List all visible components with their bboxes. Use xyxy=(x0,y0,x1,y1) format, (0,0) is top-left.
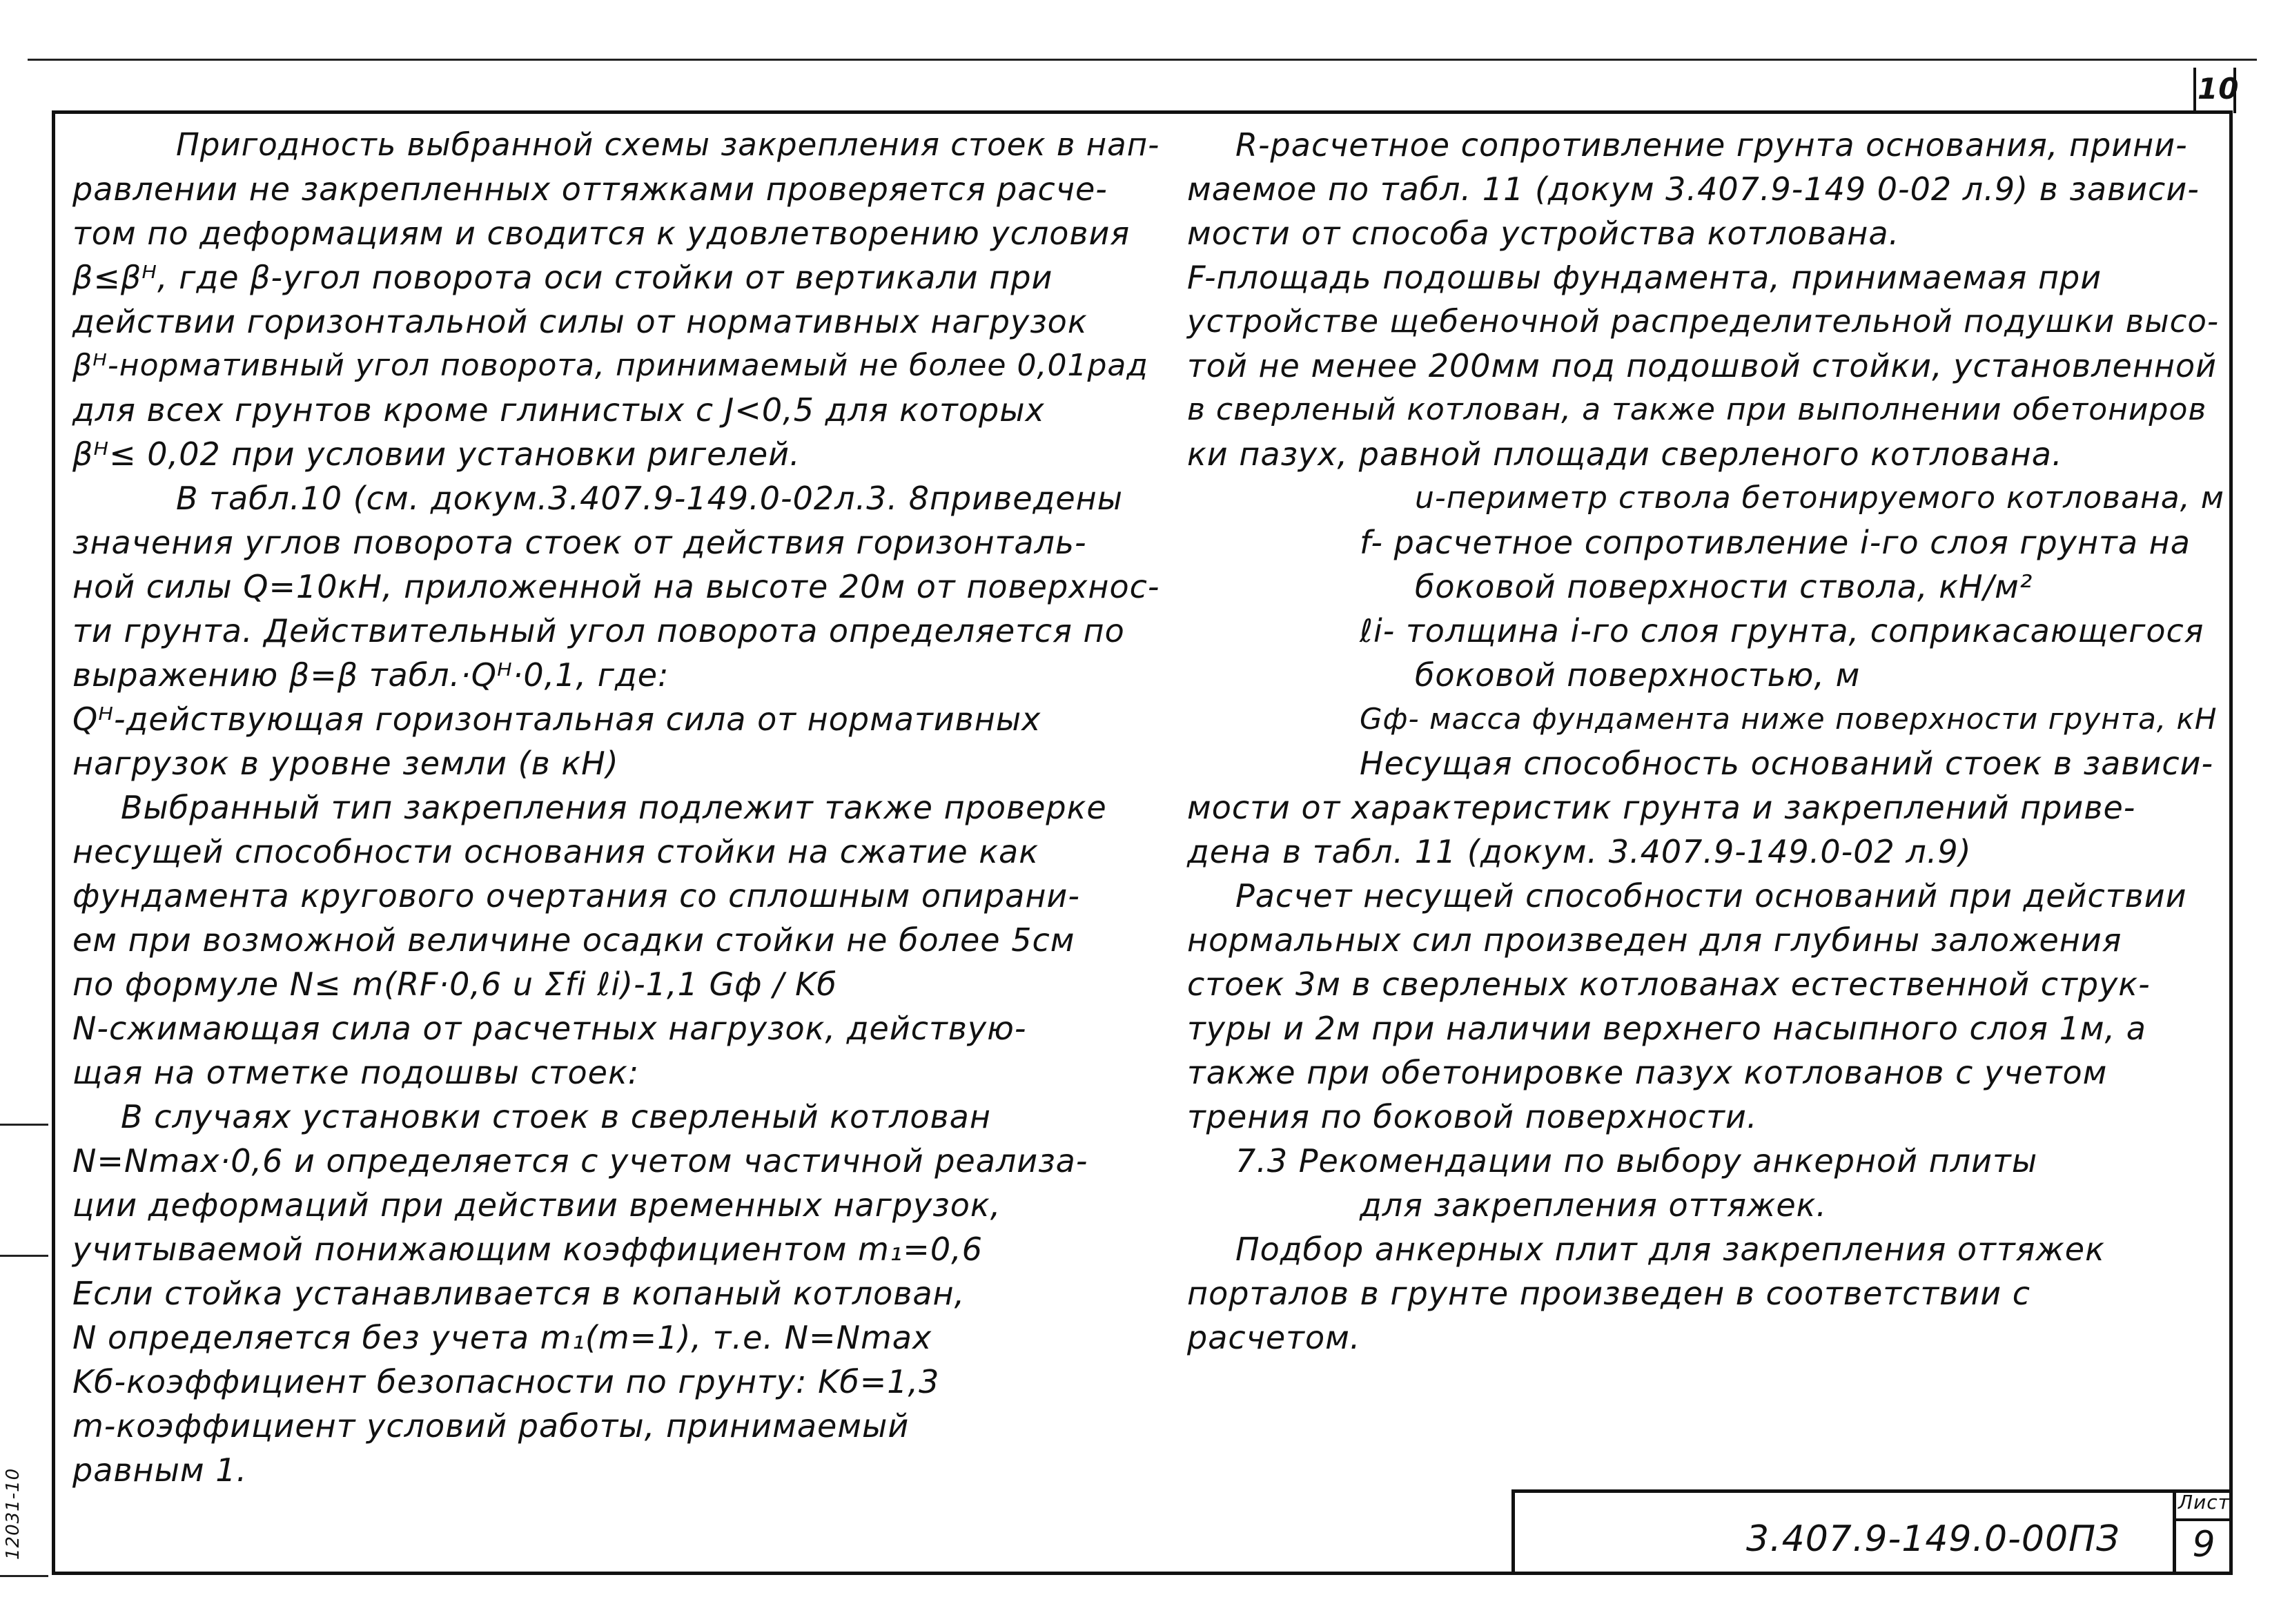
text-line: β≤βᴴ, где β-угол поворота оси стойки от вертикали при xyxy=(72,259,1053,296)
text-line: βᴴ-нормативный угол поворота, принимаемый не более 0,01рад xyxy=(72,348,1148,383)
archive-number: 12031-10 xyxy=(3,1467,23,1560)
text-line: боковой поверхностью, м xyxy=(1415,656,1861,694)
text-line: Пригодность выбранной схемы закрепления стоек в нап- xyxy=(176,126,1160,163)
text-line: той не менее 200мм под подошвой стойки, установленной xyxy=(1187,347,2218,384)
text-line: m-коэффициент условий работы, принимаемый xyxy=(72,1407,910,1445)
text-line: ти грунта. Действительный угол поворота определяется по xyxy=(72,612,1125,649)
margin-tick-mark xyxy=(0,1575,48,1577)
left-text-column xyxy=(72,123,1163,1492)
text-line: Gф- масса фундамента ниже поверхности грунта, кН xyxy=(1360,702,2218,736)
text-line: равным 1. xyxy=(72,1451,248,1489)
text-line: том по деформациям и сводится к удовлетворению условия xyxy=(72,215,1131,252)
text-line: Kб-коэффициент безопасности по грунту: Kб=1,3 xyxy=(72,1363,940,1400)
text-line: трения по боковой поверхности. xyxy=(1187,1098,1758,1135)
section-heading: для закрепления оттяжек. xyxy=(1360,1186,1828,1224)
text-line: ки пазух, равной площади сверленого котлована. xyxy=(1187,436,2063,473)
text-line: βᴴ≤ 0,02 при условии установки ригелей. xyxy=(72,436,801,473)
text-line: расчетом. xyxy=(1187,1319,1361,1356)
text-line: Если стойка устанавливается в копаный котлован, xyxy=(72,1275,966,1312)
text-line: в сверленый котлован, а также при выполнении обетониров xyxy=(1187,392,2207,427)
text-line: выражению β=β табл.·Qᴴ·0,1, где: xyxy=(72,656,669,694)
text-line: порталов в грунте произведен в соответствии с xyxy=(1187,1275,2030,1312)
text-line: F-площадь подошвы фундамента, принимаемая при xyxy=(1187,259,2102,296)
text-line: значения углов поворота стоек от действия горизонталь- xyxy=(72,524,1087,561)
text-line: также при обетонировке пазух котлованов с учетом xyxy=(1187,1054,2108,1091)
text-line: Подбор анкерных плит для закрепления оттяжек xyxy=(1235,1231,2105,1268)
text-line: устройстве щебеночной распределительной подушки высо- xyxy=(1187,303,2220,340)
top-rule-line xyxy=(28,59,2257,61)
text-line: В табл.10 (см. докум.3.407.9-149.0-02л.3. 8приведены xyxy=(176,480,1124,517)
text-line: ной силы Q=10кН, приложенной на высоте 20м от поверхнос- xyxy=(72,568,1160,605)
right-text-column xyxy=(1187,123,2228,1360)
text-line: туры и 2м при наличии верхнего насыпного слоя 1м, а xyxy=(1187,1010,2146,1047)
text-line: Несущая способность оснований стоек в зависи- xyxy=(1360,745,2214,782)
text-line: ем при возможной величине осадки стойки не более 5см xyxy=(72,921,1075,959)
text-line: мости от характеристик грунта и закреплений приве- xyxy=(1187,789,2136,826)
text-line: В случаях установки стоек в сверленый котлован xyxy=(121,1098,991,1135)
text-line: равлении не закрепленных оттяжками проверяется расче- xyxy=(72,170,1108,208)
text-line: дена в табл. 11 (докум. 3.407.9-149.0-02 л.9) xyxy=(1187,833,1972,870)
page-number: 10 xyxy=(2198,72,2240,106)
text-line: f- расчетное сопротивление i-го слоя грунта на xyxy=(1360,524,2191,561)
text-line: Qᴴ-действующая горизонтальная сила от нормативных xyxy=(72,701,1041,738)
sheet-cell-divider xyxy=(2173,1518,2233,1521)
text-line: боковой поверхности ствола, кН/м² xyxy=(1415,568,2033,605)
text-line: щая на отметке подошвы стоек: xyxy=(72,1054,640,1091)
text-line: стоек 3м в сверленых котлованах естественной струк- xyxy=(1187,966,2151,1003)
text-line: ℓi- толщина i-го слоя грунта, соприкасающегося xyxy=(1360,612,2204,649)
sheet-number: 9 xyxy=(2192,1524,2216,1565)
text-line: мости от способа устройства котлована. xyxy=(1187,215,1900,252)
text-line: маемое по табл. 11 (докум 3.407.9-149 0-02 л.9) в зависи- xyxy=(1187,170,2200,208)
text-line: для всех грунтов кроме глинистых с J<0,5 для которых xyxy=(72,391,1045,429)
text-line: u-периметр ствола бетонируемого котлована, м xyxy=(1415,480,2224,516)
formula-line: по формуле N≤ m(RF·0,6 u Σfi ℓi)-1,1 Gф / Kб xyxy=(72,966,837,1003)
section-heading: 7.3 Рекомендации по выбору анкерной плиты xyxy=(1235,1142,2038,1180)
text-line: R-расчетное сопротивление грунта основания, прини- xyxy=(1235,126,2188,164)
text-line: действии горизонтальной силы от нормативных нагрузок xyxy=(72,303,1088,340)
text-line: Расчет несущей способности оснований при действии xyxy=(1235,877,2187,914)
sheet-label: Лист xyxy=(2178,1491,2230,1514)
document-code: 3.407.9-149.0-00ПЗ xyxy=(1746,1518,2120,1560)
text-line: N определяется без учета m₁(m=1), т.е. N=Nmax xyxy=(72,1319,932,1356)
text-line: N=Nmax·0,6 и определяется с учетом частичной реализа- xyxy=(72,1142,1088,1180)
text-line: нормальных сил произведен для глубины заложения xyxy=(1187,921,2122,959)
text-line: фундамента кругового очертания со сплошным опирани- xyxy=(72,877,1080,914)
text-line: учитываемой понижающим коэффициентом m₁=0,6 xyxy=(72,1231,983,1268)
text-line: нагрузок в уровне земли (в кН) xyxy=(72,745,619,782)
text-line: N-сжимающая сила от расчетных нагрузок, действую- xyxy=(72,1010,1027,1047)
text-line: ции деформаций при действии временных нагрузок, xyxy=(72,1186,1001,1224)
margin-tick-mark xyxy=(0,1124,48,1126)
margin-tick-mark xyxy=(0,1255,48,1257)
text-line: Выбранный тип закрепления подлежит также проверке xyxy=(121,789,1107,826)
text-line: несущей способности основания стойки на сжатие как xyxy=(72,833,1039,870)
